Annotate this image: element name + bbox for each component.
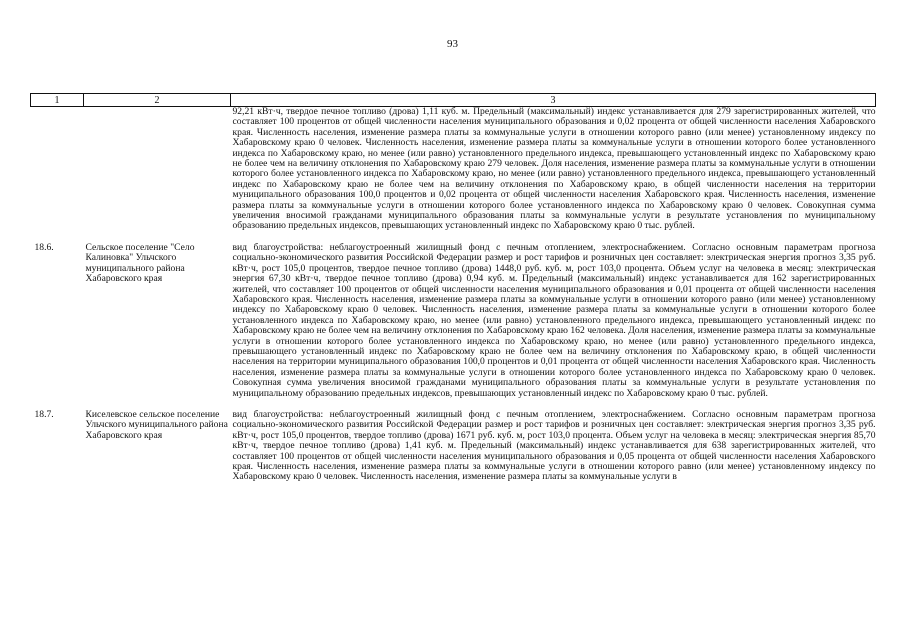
regulation-table — [30, 93, 876, 483]
row-name-cell — [84, 107, 231, 232]
row-number: 18.6. — [34, 241, 54, 253]
header-col-1: 1 — [31, 94, 84, 107]
table-body — [31, 107, 876, 483]
row-number-cell — [31, 107, 84, 232]
table-row — [31, 232, 876, 399]
row-description: вид благоустройства: неблагоустроенный жилищный фонд с печным отоплением, электроснабжением. Согласно основным параметрам прогноза социально-экономического развития Российской Федерации размер и рост тарифов и розничных цен составляет: электрическая энергия прогноз 3,35 руб. кВт·ч, рост 105,0 процентов, твердое печное топливо (дрова) 1448,0 руб. куб. м, рост 103,0 процента. Объем услуг на человека в месяц: электрическая энергия 67,30 кВт·ч, твердое печное топливо (дрова) 0,94 куб. м. Предельный (максимальный) индекс устанавливается для 162 зарегистрированных жителей, что составляет 100 процентов от общей численности населения муниципального образования и 0,01 процента от общей численности населения Хабаровского края. Численность населения, изменение размера платы за коммунальные услуги в отношении которого равно (или менее) установленному индексу по Хабаровскому краю 0 человек. Численность населения, изменение размера платы за коммунальные услуги в отношении которого более установленного индекса по Хабаровскому краю, но менее (или равно) установленного предельного индекса, превышающего установленный индекс по Хабаровскому краю не более чем на величину отклонения по Хабаровскому краю 162 человека. Доля населения, изменение размера платы за коммунальные услуги в отношении которого более установленного индекса по Хабаровскому краю, но менее (или равно) установленного предельного индекса, превышающего установленный индекс по Хабаровскому краю не более чем на величину отклонения по Хабаровскому краю, в общей численности населения на территории муниципального образования 100,0 процентов и 0,01 процента от общей численности населения Хабаровского края. Численность населения, изменение размера платы за коммунальные услуги в отношении которого более установленного индекса по Хабаровскому краю 0 человек. Совокупная сумма увеличения вносимой гражданами муниципального образования платы за коммунальные услуги в результате установления по муниципальному образованию предельных индексов, превышающих установленный индекс по Хабаровскому краю 0 тыс. рублей. — [232, 241, 876, 399]
table-row — [31, 399, 876, 483]
header-col-2: 2 — [84, 94, 231, 107]
header-row — [31, 94, 876, 107]
table-row-continuation — [31, 107, 876, 232]
page-number: 93 — [447, 38, 458, 50]
row-description: вид благоустройства: неблагоустроенный жилищный фонд с печным отоплением, электроснабжением. Согласно основным параметрам прогноза социально-экономического развития Российской Федерации размер и рост тарифов и розничных цен составляет: электрическая энергия прогноз 3,35 руб. кВт·ч, рост 105,0 процентов, твердое топливо (дрова) 1671 руб. куб. м, рост 103,0 процента. Объем услуг на человека в месяц: электрическая энергия 85,70 кВт·ч, твердое печное топливо (дрова) 1,41 куб. м. Предельный (максимальный) индекс устанавливается для 638 зарегистрированных жителей, что составляет 100 процентов от общей численности населения муниципального образования и 0,05 процента от общей численности населения Хабаровского края. Численность населения, изменение размера платы за коммунальные услуги в отношении которого равно (или менее) установленному индексу по Хабаровскому краю 0 человек. Численность населения, изменение размера платы за коммунальные услуги в — [232, 408, 876, 483]
row-name: Киселевское сельское поселение Ульчского муниципального района Хабаровского края — [85, 408, 228, 441]
row-name: Сельское поселение "Село Калиновка" Ульчского муниципального района Хабаровского края — [85, 241, 195, 285]
row-description: 92,21 кВт·ч, твердое печное топливо (дрова) 1,11 куб. м. Предельный (максимальный) индекс устанавливается для 279 зарегистрированных жителей, что составляет 100 процентов от общей численности населения муниципального образования и 0,02 процента от общей численности населения Хабаровского края. Численность населения, изменение размера платы за коммунальные услуги в отношении которого равно (или менее) установленному индексу по Хабаровскому краю 0 человек. Численность населения, изменение размера платы за коммунальные услуги в отношении которого более установленного индекса по Хабаровскому краю, но менее (или равно) установленного предельного индекса, превышающего установленный индекс по Хабаровскому краю не более чем на величину отклонения по Хабаровскому краю 279 человек. Доля населения, изменение размера платы за коммунальные услуги в отношении которого более установленного индекса по Хабаровскому краю, но менее (или равно) установленного предельного индекса, превышающего установленный индекс по Хабаровскому краю не более чем на величину отклонения по Хабаровскому краю, в общей численности населения на территории муниципального образования 100,0 процентов и 0,02 процента от общей численности населения Хабаровского края. Численность населения, изменение размера платы за коммунальные услуги в отношении которого более установленного индекса по Хабаровскому краю 0 человек. Совокупная сумма увеличения вносимой гражданами муниципального образования платы за коммунальные услуги в результате установления по муниципальному образованию предельных индексов, превышающих установленный индекс по Хабаровскому краю 0 тыс. рублей. — [232, 106, 876, 232]
row-number: 18.7. — [34, 408, 54, 420]
table-header — [31, 94, 876, 107]
header-col-3: 3 — [231, 94, 876, 107]
